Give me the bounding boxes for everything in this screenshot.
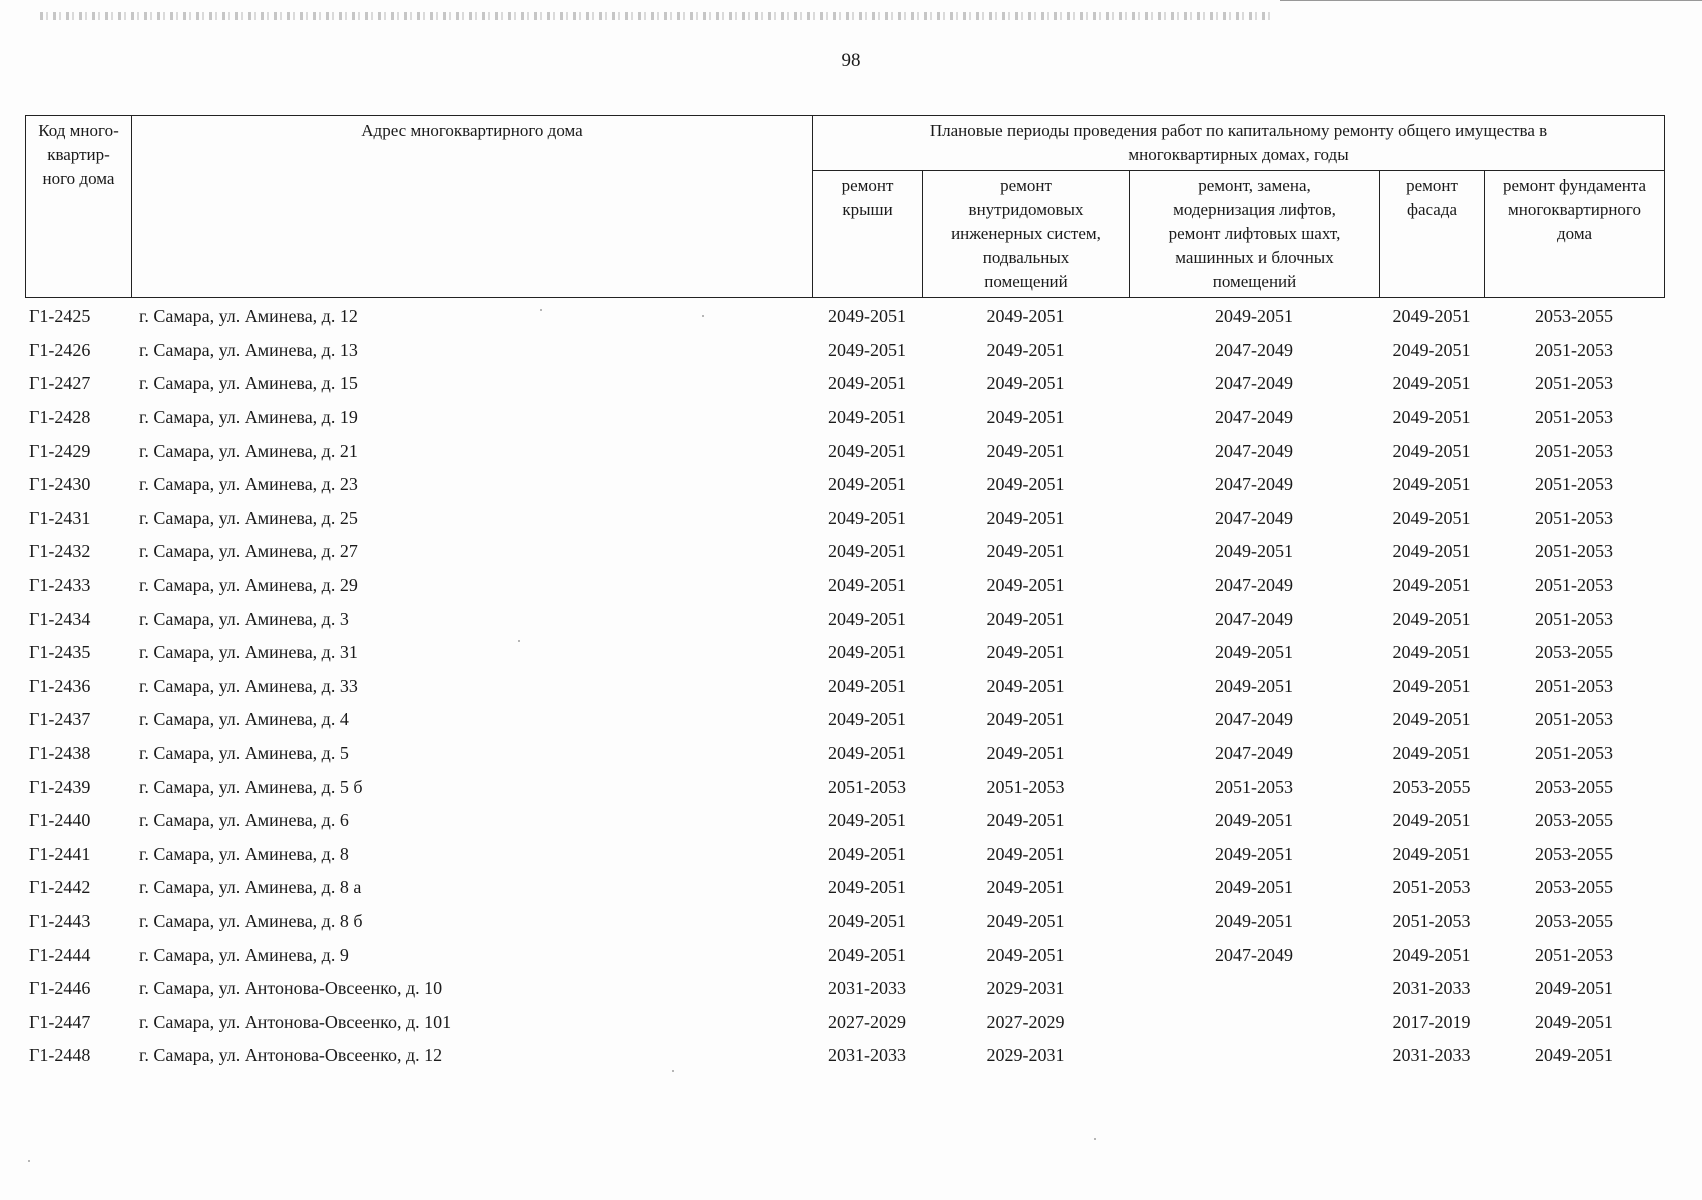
cell-address: г. Самара, ул. Антонова-Овсеенко, д. 12 xyxy=(139,1045,443,1066)
cell-address: г. Самара, ул. Аминева, д. 25 xyxy=(139,507,358,528)
header-systems: ремонт внутридомовых инженерных систем, подвальных помещений xyxy=(923,171,1130,298)
cell-foundation: 2051-2053 xyxy=(1535,575,1613,596)
cell-foundation: 2053-2055 xyxy=(1535,910,1613,931)
cell-foundation: 2049-2051 xyxy=(1535,1011,1613,1032)
cell-address: г. Самара, ул. Аминева, д. 33 xyxy=(139,675,358,696)
cell-lifts: 2049-2051 xyxy=(1215,843,1293,864)
cell-facade: 2049-2051 xyxy=(1392,743,1471,764)
cell-code: Г1-2436 xyxy=(29,675,91,696)
cell-foundation: 2051-2053 xyxy=(1535,507,1613,528)
cell-foundation: 2051-2053 xyxy=(1535,709,1613,730)
cell-systems: 2049-2051 xyxy=(986,944,1065,965)
cell-code: Г1-2448 xyxy=(29,1045,91,1066)
cell-address: г. Самара, ул. Аминева, д. 5 xyxy=(139,743,349,764)
cell-address: г. Самара, ул. Аминева, д. 8 а xyxy=(139,877,362,898)
scan-speck xyxy=(28,1160,30,1162)
header-roof: ремонт крыши xyxy=(813,171,923,298)
cell-lifts: 2047-2049 xyxy=(1215,709,1293,730)
cell-systems: 2049-2051 xyxy=(986,642,1065,663)
cell-foundation: 2051-2053 xyxy=(1535,675,1613,696)
cell-code: Г1-2428 xyxy=(29,407,91,428)
cell-lifts: 2049-2051 xyxy=(1215,910,1293,931)
cell-roof: 2049-2051 xyxy=(828,306,906,327)
cell-lifts xyxy=(1129,1039,1379,1073)
cell-foundation: 2053-2055 xyxy=(1535,776,1613,797)
cell-facade: 2049-2051 xyxy=(1392,407,1471,428)
cell-facade: 2017-2019 xyxy=(1392,1011,1471,1032)
cell-code: Г1-2443 xyxy=(29,910,91,931)
cell-code: Г1-2434 xyxy=(29,608,91,629)
header-facade: ремонт фасада xyxy=(1380,171,1485,298)
cell-systems: 2049-2051 xyxy=(986,407,1065,428)
header-lifts: ремонт, замена, модернизация лифтов, ремонт лифтовых шахт, машинных и блочных помещений xyxy=(1130,171,1380,298)
cell-lifts: 2047-2049 xyxy=(1215,474,1293,495)
cell-code: Г1-2437 xyxy=(29,709,91,730)
cell-code: Г1-2447 xyxy=(29,1011,91,1032)
cell-foundation: 2051-2053 xyxy=(1535,743,1613,764)
cell-facade: 2031-2033 xyxy=(1392,978,1471,999)
scan-speck xyxy=(518,640,520,642)
table-row xyxy=(25,300,1664,334)
cell-systems: 2049-2051 xyxy=(986,608,1065,629)
cell-address: г. Самара, ул. Аминева, д. 19 xyxy=(139,407,358,428)
cell-roof: 2049-2051 xyxy=(828,440,906,461)
cell-facade: 2049-2051 xyxy=(1392,944,1471,965)
cell-roof: 2051-2053 xyxy=(828,776,906,797)
scan-speck xyxy=(1094,1138,1096,1140)
scan-artifact-line xyxy=(1280,0,1702,1)
cell-lifts: 2049-2051 xyxy=(1215,810,1293,831)
table-row xyxy=(25,838,1664,872)
cell-lifts xyxy=(1129,972,1379,1006)
header-periods: Плановые периоды проведения работ по капитальному ремонту общего имущества в многоквартирных домах, годы xyxy=(813,116,1665,171)
cell-lifts: 2047-2049 xyxy=(1215,608,1293,629)
table-row xyxy=(25,804,1664,838)
table-row xyxy=(25,434,1664,468)
cell-facade: 2049-2051 xyxy=(1392,608,1471,629)
header-code: Код много- квартир- ного дома xyxy=(26,116,132,298)
cell-facade: 2049-2051 xyxy=(1392,306,1471,327)
scan-speck xyxy=(702,315,704,317)
table-row xyxy=(25,1005,1664,1039)
cell-code: Г1-2430 xyxy=(29,474,91,495)
cell-lifts: 2047-2049 xyxy=(1215,575,1293,596)
cell-facade: 2049-2051 xyxy=(1392,474,1471,495)
cell-systems: 2049-2051 xyxy=(986,709,1065,730)
cell-roof: 2049-2051 xyxy=(828,608,906,629)
cell-foundation: 2051-2053 xyxy=(1535,541,1613,562)
cell-roof: 2049-2051 xyxy=(828,373,906,394)
cell-foundation: 2051-2053 xyxy=(1535,608,1613,629)
table-row xyxy=(25,703,1664,737)
cell-roof: 2049-2051 xyxy=(828,944,906,965)
cell-address: г. Самара, ул. Аминева, д. 29 xyxy=(139,575,358,596)
cell-systems: 2049-2051 xyxy=(986,474,1065,495)
table-row xyxy=(25,602,1664,636)
cell-facade: 2049-2051 xyxy=(1392,373,1471,394)
cell-systems: 2051-2053 xyxy=(986,776,1065,797)
header-foundation: ремонт фундамента многоквартирного дома xyxy=(1485,171,1665,298)
cell-lifts: 2047-2049 xyxy=(1215,407,1293,428)
header-address: Адрес многоквартирного дома xyxy=(132,116,813,298)
cell-systems: 2049-2051 xyxy=(986,910,1065,931)
table-row xyxy=(25,670,1664,704)
cell-lifts: 2047-2049 xyxy=(1215,944,1293,965)
cell-address: г. Самара, ул. Аминева, д. 13 xyxy=(139,339,358,360)
cell-lifts: 2047-2049 xyxy=(1215,507,1293,528)
cell-roof: 2049-2051 xyxy=(828,642,906,663)
cell-facade: 2049-2051 xyxy=(1392,339,1471,360)
table-row xyxy=(25,871,1664,905)
cell-code: Г1-2426 xyxy=(29,339,91,360)
cell-roof: 2049-2051 xyxy=(828,810,906,831)
cell-foundation: 2051-2053 xyxy=(1535,407,1613,428)
cell-code: Г1-2444 xyxy=(29,944,91,965)
cell-code: Г1-2435 xyxy=(29,642,91,663)
table-header xyxy=(25,115,1665,298)
cell-systems: 2029-2031 xyxy=(986,978,1065,999)
cell-roof: 2049-2051 xyxy=(828,743,906,764)
table-row xyxy=(25,334,1664,368)
cell-lifts: 2049-2051 xyxy=(1215,642,1293,663)
cell-lifts: 2047-2049 xyxy=(1215,743,1293,764)
cell-facade: 2031-2033 xyxy=(1392,1045,1471,1066)
cell-code: Г1-2440 xyxy=(29,810,91,831)
table-row xyxy=(25,905,1664,939)
cell-lifts xyxy=(1129,1005,1379,1039)
cell-address: г. Самара, ул. Аминева, д. 31 xyxy=(139,642,358,663)
cell-address: г. Самара, ул. Аминева, д. 8 б xyxy=(139,910,363,931)
cell-code: Г1-2425 xyxy=(29,306,91,327)
cell-systems: 2049-2051 xyxy=(986,339,1065,360)
cell-code: Г1-2441 xyxy=(29,843,91,864)
cell-lifts: 2047-2049 xyxy=(1215,440,1293,461)
table-row xyxy=(25,636,1664,670)
cell-foundation: 2053-2055 xyxy=(1535,843,1613,864)
cell-foundation: 2053-2055 xyxy=(1535,810,1613,831)
cell-facade: 2049-2051 xyxy=(1392,575,1471,596)
cell-roof: 2049-2051 xyxy=(828,339,906,360)
table-body xyxy=(25,300,1664,1073)
cell-lifts: 2049-2051 xyxy=(1215,306,1293,327)
cell-roof: 2049-2051 xyxy=(828,843,906,864)
cell-facade: 2049-2051 xyxy=(1392,843,1471,864)
cell-roof: 2027-2029 xyxy=(828,1011,906,1032)
cell-foundation: 2051-2053 xyxy=(1535,944,1613,965)
cell-facade: 2049-2051 xyxy=(1392,507,1471,528)
cell-code: Г1-2442 xyxy=(29,877,91,898)
cell-roof: 2049-2051 xyxy=(828,675,906,696)
cell-address: г. Самара, ул. Аминева, д. 21 xyxy=(139,440,358,461)
cell-facade: 2051-2053 xyxy=(1392,877,1471,898)
cell-address: г. Самара, ул. Аминева, д. 15 xyxy=(139,373,358,394)
cell-roof: 2049-2051 xyxy=(828,910,906,931)
page-number: 98 xyxy=(841,50,861,71)
cell-foundation: 2051-2053 xyxy=(1535,474,1613,495)
cell-facade: 2049-2051 xyxy=(1392,810,1471,831)
table-row xyxy=(25,1039,1664,1073)
scan-speck xyxy=(540,309,542,311)
table-row xyxy=(25,401,1664,435)
cell-address: г. Самара, ул. Аминева, д. 23 xyxy=(139,474,358,495)
cell-systems: 2049-2051 xyxy=(986,541,1065,562)
cell-systems: 2049-2051 xyxy=(986,810,1065,831)
cell-address: г. Самара, ул. Антонова-Овсеенко, д. 10 xyxy=(139,978,443,999)
table-row xyxy=(25,502,1664,536)
cell-foundation: 2049-2051 xyxy=(1535,1045,1613,1066)
cell-code: Г1-2427 xyxy=(29,373,91,394)
cell-foundation: 2053-2055 xyxy=(1535,642,1613,663)
cell-systems: 2049-2051 xyxy=(986,877,1065,898)
cell-facade: 2049-2051 xyxy=(1392,440,1471,461)
cell-systems: 2049-2051 xyxy=(986,743,1065,764)
cell-systems: 2049-2051 xyxy=(986,675,1065,696)
cell-address: г. Самара, ул. Аминева, д. 27 xyxy=(139,541,358,562)
table-row xyxy=(25,737,1664,771)
scan-speck xyxy=(672,1070,674,1072)
cell-code: Г1-2433 xyxy=(29,575,91,596)
cell-roof: 2049-2051 xyxy=(828,575,906,596)
cell-facade: 2049-2051 xyxy=(1392,675,1471,696)
cell-systems: 2029-2031 xyxy=(986,1045,1065,1066)
cell-lifts: 2047-2049 xyxy=(1215,339,1293,360)
cell-foundation: 2051-2053 xyxy=(1535,373,1613,394)
cell-systems: 2049-2051 xyxy=(986,440,1065,461)
cell-roof: 2049-2051 xyxy=(828,474,906,495)
cell-systems: 2049-2051 xyxy=(986,843,1065,864)
cell-lifts: 2049-2051 xyxy=(1215,541,1293,562)
cell-foundation: 2051-2053 xyxy=(1535,339,1613,360)
table-row xyxy=(25,468,1664,502)
table-row xyxy=(25,938,1664,972)
cell-lifts: 2049-2051 xyxy=(1215,675,1293,696)
cell-address: г. Самара, ул. Аминева, д. 4 xyxy=(139,709,349,730)
cell-address: г. Самара, ул. Аминева, д. 3 xyxy=(139,608,349,629)
table-row xyxy=(25,972,1664,1006)
cell-facade: 2053-2055 xyxy=(1392,776,1471,797)
cell-code: Г1-2431 xyxy=(29,507,91,528)
cell-address: г. Самара, ул. Аминева, д. 9 xyxy=(139,944,349,965)
cell-foundation: 2053-2055 xyxy=(1535,306,1613,327)
cell-roof: 2049-2051 xyxy=(828,507,906,528)
cell-code: Г1-2432 xyxy=(29,541,91,562)
cell-roof: 2049-2051 xyxy=(828,541,906,562)
cell-facade: 2049-2051 xyxy=(1392,541,1471,562)
cell-foundation: 2051-2053 xyxy=(1535,440,1613,461)
cell-roof: 2031-2033 xyxy=(828,978,906,999)
cell-foundation: 2053-2055 xyxy=(1535,877,1613,898)
table-row xyxy=(25,367,1664,401)
cell-roof: 2049-2051 xyxy=(828,709,906,730)
cell-facade: 2049-2051 xyxy=(1392,642,1471,663)
cell-lifts: 2047-2049 xyxy=(1215,373,1293,394)
cell-address: г. Самара, ул. Аминева, д. 6 xyxy=(139,810,349,831)
scan-artifact-top xyxy=(40,12,1270,20)
table-row xyxy=(25,569,1664,603)
table-row xyxy=(25,535,1664,569)
cell-code: Г1-2446 xyxy=(29,978,91,999)
cell-code: Г1-2439 xyxy=(29,776,91,797)
cell-systems: 2049-2051 xyxy=(986,306,1065,327)
cell-address: г. Самара, ул. Аминева, д. 8 xyxy=(139,843,349,864)
cell-roof: 2049-2051 xyxy=(828,407,906,428)
cell-address: г. Самара, ул. Антонова-Овсеенко, д. 101 xyxy=(139,1011,452,1032)
cell-systems: 2049-2051 xyxy=(986,507,1065,528)
cell-roof: 2049-2051 xyxy=(828,877,906,898)
cell-lifts: 2051-2053 xyxy=(1215,776,1293,797)
cell-code: Г1-2438 xyxy=(29,743,91,764)
cell-systems: 2049-2051 xyxy=(986,373,1065,394)
cell-facade: 2051-2053 xyxy=(1392,910,1471,931)
cell-lifts: 2049-2051 xyxy=(1215,877,1293,898)
cell-address: г. Самара, ул. Аминева, д. 12 xyxy=(139,306,358,327)
table-row xyxy=(25,770,1664,804)
cell-systems: 2049-2051 xyxy=(986,575,1065,596)
cell-roof: 2031-2033 xyxy=(828,1045,906,1066)
cell-facade: 2049-2051 xyxy=(1392,709,1471,730)
cell-foundation: 2049-2051 xyxy=(1535,978,1613,999)
cell-address: г. Самара, ул. Аминева, д. 5 б xyxy=(139,776,363,797)
cell-systems: 2027-2029 xyxy=(986,1011,1065,1032)
cell-code: Г1-2429 xyxy=(29,440,91,461)
